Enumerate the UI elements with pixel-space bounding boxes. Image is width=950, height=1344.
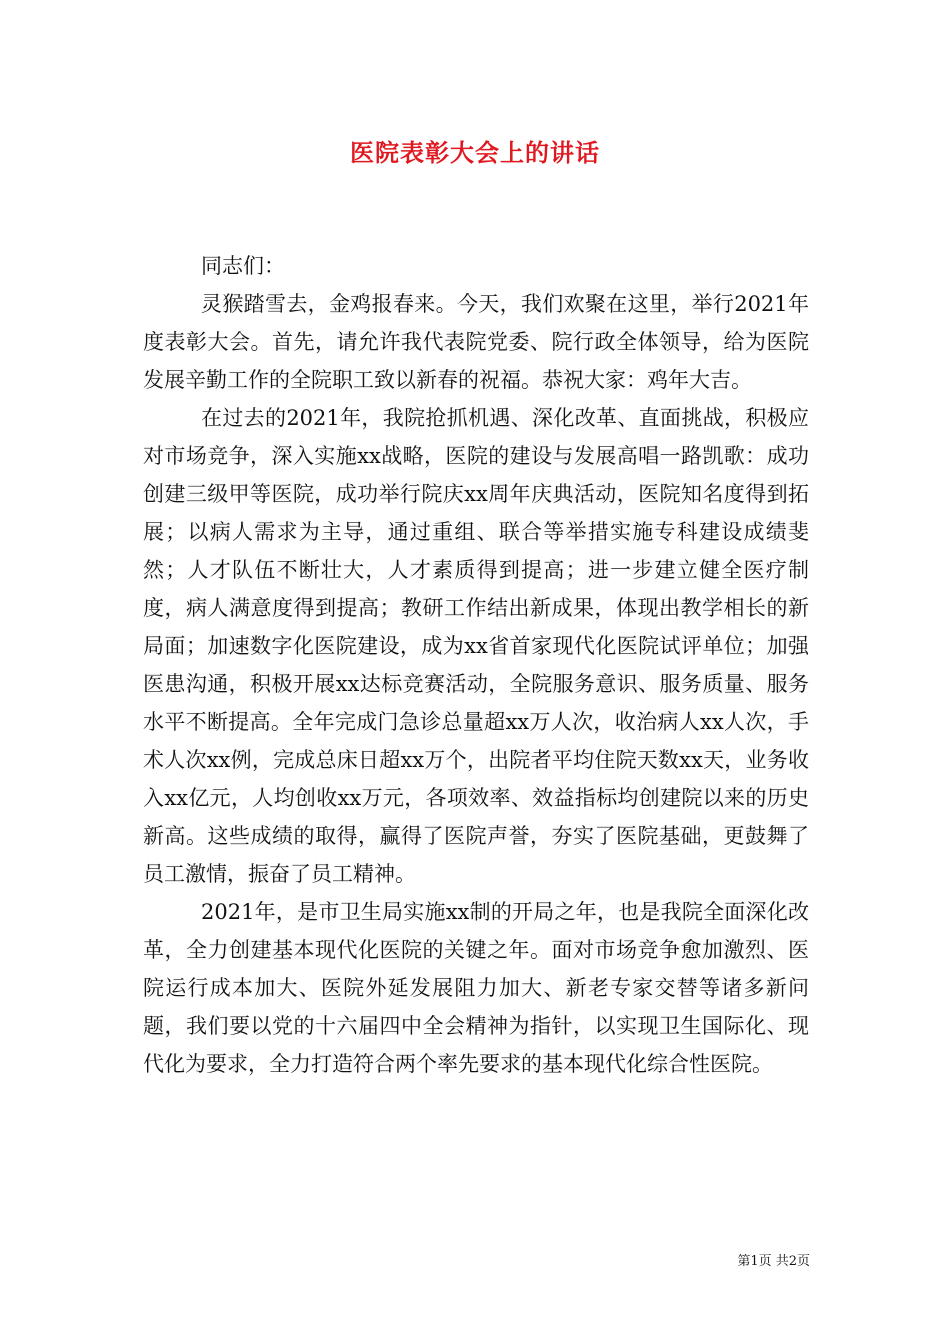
greeting: 同志们： — [201, 254, 285, 278]
page-number: 第1页 共2页 — [737, 1254, 810, 1269]
paragraph-1: 灵猴踏雪去，金鸡报春来。今天，我们欢聚在这里，举行2021年度表彰大会。首先，请允许我代表院党委、院行政全体领导，给为医院发展辛勤工作的全院职工致以新春的祝福。恭祝大家：鸡年大吉。 — [143, 292, 809, 392]
document-title: 医院表彰大会上的讲话 — [350, 138, 600, 167]
paragraph-3: 2021年，是市卫生局实施xx制的开局之年，也是我院全面深化改革，全力创建基本现代化医院的关键之年。面对市场竞争愈加激烈、医院运行成本加大、医院外延发展阻力加大、新老专家交替等诸多新问题，我们要以党的十六届四中全会精神为指针，以实现卫生国际化、现代化为要求，全力打造符合两个率先要求的基本现代化综合性医院。 — [143, 900, 809, 1076]
paragraph-2: 在过去的2021年，我院抢抓机遇、深化改革、直面挑战，积极应对市场竞争，深入实施xx战略，医院的建设与发展高唱一路凯歌：成功创建三级甲等医院，成功举行院庆xx周年庆典活动，医院知名度得到拓展；以病人需求为主导，通过重组、联合等举措实施专科建设成绩斐然；人才队伍不断壮大，人才素质得到提高；进一步建立健全医疗制度，病人满意度得到提高；教研工作结出新成果，体现出教学相长的新局面；加速数字化医院建设，成为xx省首家现代化医院试评单位；加强医患沟通，积极开展xx达标竞赛活动，全院服务意识、服务质量、服务水平不断提高。全年完成门急诊总量超xx万人次，收治病人xx人次，手术人次xx例，完成总床日超xx万个，出院者平均住院天数xx天，业务收入xx亿元，人均创收xx万元，各项效率、效益指标均创建院以来的历史新高。这些成绩的取得，赢得了医院声誉，夯实了医院基础，更鼓舞了员工激情，振奋了员工精神。 — [143, 406, 809, 886]
document-body — [143, 247, 809, 1083]
